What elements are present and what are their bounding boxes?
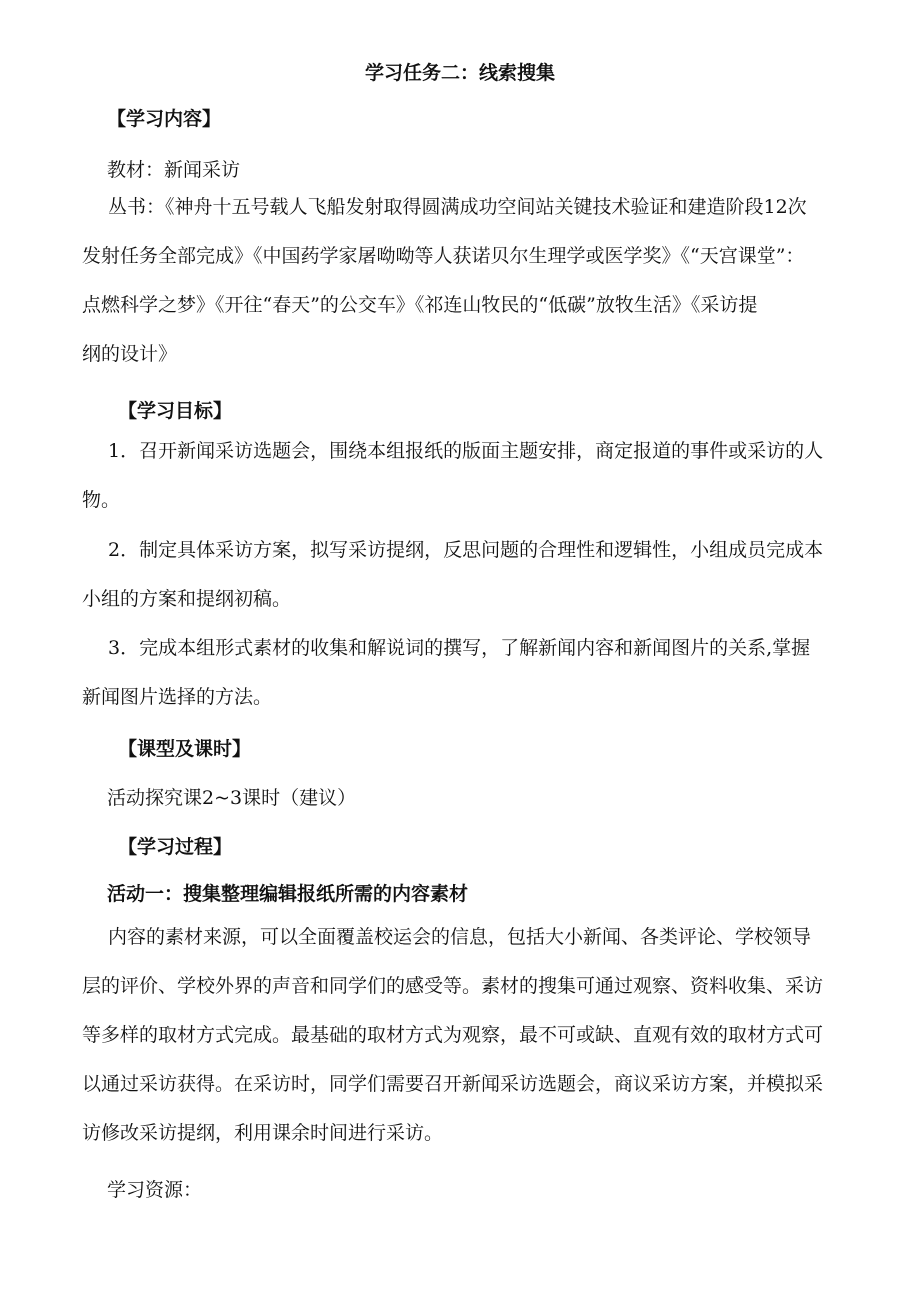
activity-line: 等多样的取材方式完成。最基础的取材方式为观察，最不可或缺、直观有效的取材方式可	[82, 1024, 824, 1046]
goal-line: 物。	[82, 489, 121, 511]
activity-line: 内容的素材来源，可以全面覆盖校运会的信息，包括大小新闻、各类评论、学校领导	[108, 926, 812, 948]
goal-line: 新闻图片选择的方法。	[82, 686, 273, 708]
type-heading: 【课型及课时】	[118, 738, 252, 760]
page-title: 学习任务二：线索搜集	[364, 62, 555, 84]
goal-line: 3．完成本组形式素材的收集和解说词的撰写，了解新闻内容和新闻图片的关系,掌握	[108, 637, 811, 659]
activity-line: 以通过采访获得。在采访时，同学们需要召开新闻采访选题会，商议采访方案，并模拟采	[82, 1073, 824, 1095]
series-line: 纲的设计》	[82, 343, 178, 365]
activity-paragraph	[82, 913, 862, 1158]
textbook-line: 教材：新闻采访	[107, 159, 241, 181]
goal-item	[82, 526, 862, 624]
series-line: 点燃科学之梦》《开往“春天”的公交车》《祁连山牧民的“低碳”放牧生活》《采访提	[82, 294, 758, 316]
goals-heading: 【学习目标】	[118, 400, 233, 422]
series-paragraph	[82, 183, 862, 379]
goal-line: 小组的方案和提纲初稿。	[82, 588, 292, 610]
series-line: 发射任务全部完成》《中国药学家屠呦呦等人获诺贝尔生理学或医学奖》《“天宫课堂”：	[82, 245, 805, 267]
series-line: 丛书：《神舟十五号载人飞船发射取得圆满成功空间站关键技术验证和建造阶段12次	[108, 196, 807, 218]
process-heading: 【学习过程】	[118, 836, 233, 858]
goal-item	[82, 427, 862, 525]
activity-line: 访修改采访提纲，利用课余时间进行采访。	[82, 1122, 444, 1144]
activity-title: 活动一：搜集整理编辑报纸所需的内容素材	[107, 883, 469, 905]
resources-label: 学习资源：	[107, 1179, 203, 1201]
activity-line: 层的评价、学校外界的声音和同学们的感受等。素材的搜集可通过观察、资料收集、采访	[82, 975, 824, 997]
goal-line: 1．召开新闻采访选题会，围绕本组报纸的版面主题安排，商定报道的事件或采访的人	[108, 440, 824, 462]
content-heading: 【学习内容】	[107, 108, 222, 130]
goal-line: 2．制定具体采访方案，拟写采访提纲，反思问题的合理性和逻辑性，小组成员完成本	[108, 539, 824, 561]
type-text: 活动探究课2~3课时（建议）	[107, 787, 357, 809]
goal-item	[82, 624, 862, 722]
